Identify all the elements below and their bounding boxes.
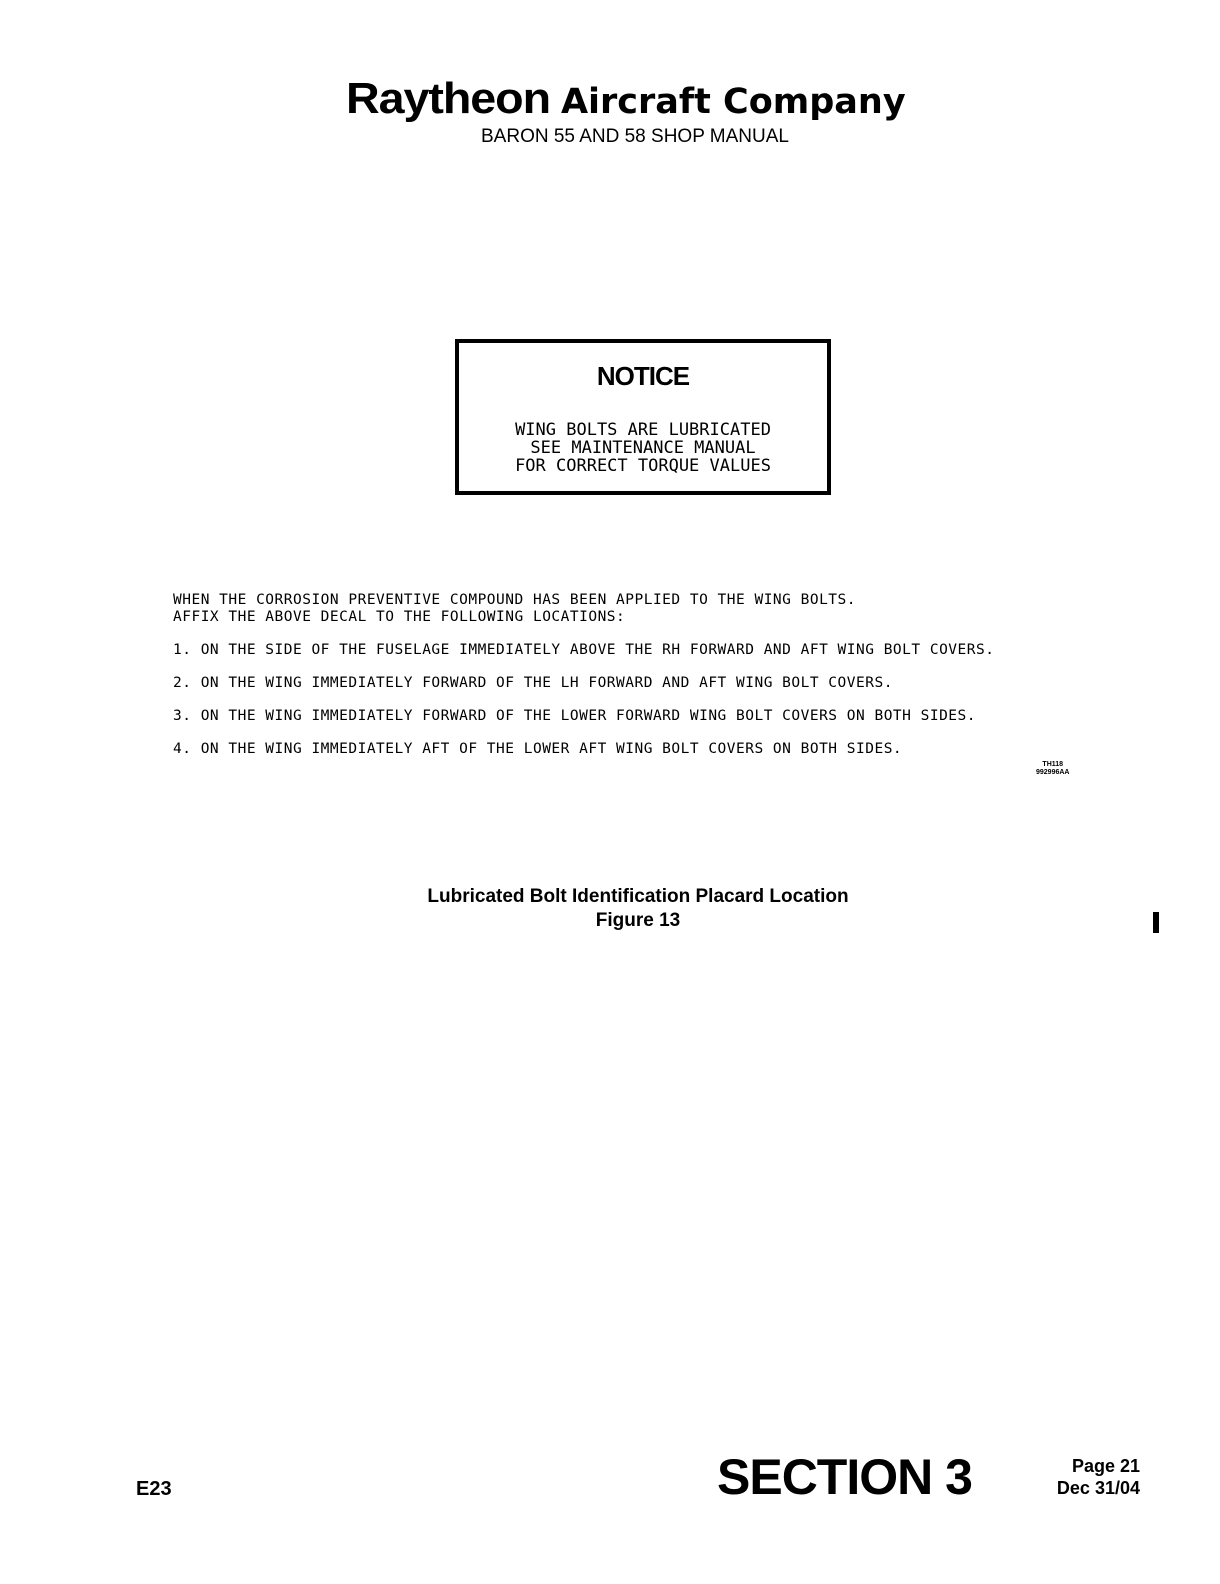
notice-line: FOR CORRECT TORQUE VALUES [515, 456, 771, 476]
notice-decal [455, 339, 831, 495]
figure-number: Figure 13 [595, 910, 681, 931]
raytheon-logo: Raytheon [346, 74, 551, 123]
location-item: 3. ON THE WING IMMEDIATELY FORWARD OF THE LOWER FORWARD WING BOLT COVERS ON BOTH SIDES. [173, 708, 976, 724]
notice-line: WING BOLTS ARE LUBRICATED [515, 420, 771, 440]
manual-title: BARON 55 AND 58 SHOP MANUAL [481, 126, 789, 147]
location-item: 4. ON THE WING IMMEDIATELY AFT OF THE LOWER AFT WING BOLT COVERS ON BOTH SIDES. [173, 741, 903, 757]
notice-line: SEE MAINTENANCE MANUAL [530, 438, 756, 458]
revision-change-bar [1153, 912, 1159, 933]
art-reference-code [1036, 761, 1069, 777]
company-header [346, 74, 906, 124]
instruction-intro-line: AFFIX THE ABOVE DECAL TO THE FOLLOWING LOCATIONS: [173, 609, 626, 625]
notice-text [459, 421, 827, 475]
location-item: 2. ON THE WING IMMEDIATELY FORWARD OF THE LH FORWARD AND AFT WING BOLT COVERS. [173, 675, 893, 691]
figure-title: Lubricated Bolt Identification Placard Location [427, 886, 849, 907]
page-info [1040, 1455, 1140, 1499]
art-code-top: TH118 [1042, 761, 1064, 768]
footer-code: E23 [136, 1478, 172, 1500]
page-date: Dec 31/04 [1056, 1478, 1140, 1498]
location-list [173, 642, 994, 758]
company-name: Aircraft Company [560, 82, 906, 122]
section-label: SECTION 3 [717, 1449, 972, 1505]
page-number: Page 21 [1071, 1456, 1140, 1476]
art-code-bottom: 992996AA [1036, 769, 1070, 776]
location-item: 1. ON THE SIDE OF THE FUSELAGE IMMEDIATELY ABOVE THE RH FORWARD AND AFT WING BOLT COVERS. [173, 642, 995, 658]
placard-instructions [173, 592, 994, 758]
figure-caption [0, 885, 1220, 933]
instruction-intro-line: WHEN THE CORROSION PREVENTIVE COMPOUND HAS BEEN APPLIED TO THE WING BOLTS. [173, 592, 857, 608]
notice-title: NOTICE [596, 361, 690, 391]
